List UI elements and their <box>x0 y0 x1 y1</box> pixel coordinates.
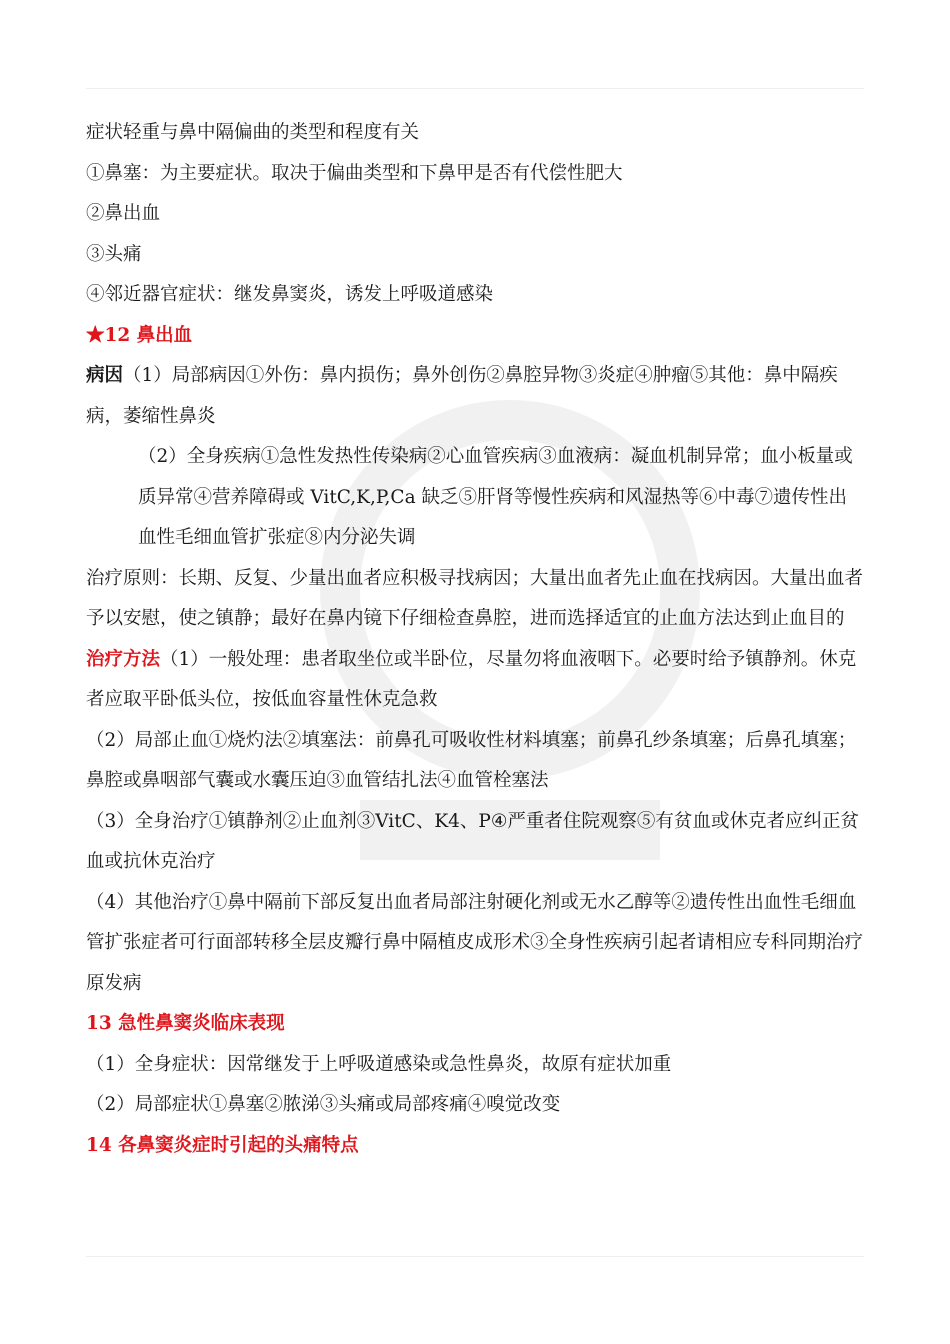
section-heading-14: 14 各鼻窦炎症时引起的头痛特点 <box>86 1134 359 1156</box>
method-2-paragraph: （2）局部止血①烧灼法②填塞法：前鼻孔可吸收性材料填塞；前鼻孔纱条填塞；后鼻孔填塞；鼻腔或鼻咽部气囊或水囊压迫③血管结扎法④血管栓塞法 <box>86 729 857 791</box>
method-3-paragraph: （3）全身治疗①镇静剂②止血剂③VitC、K4、P④严重者住院观察⑤有贫血或休克者应纠正贫血或抗休克治疗 <box>86 810 859 872</box>
section-heading-12: ★12 鼻出血 <box>86 324 193 346</box>
paragraph: 症状轻重与鼻中隔偏曲的类型和程度有关 <box>86 122 420 143</box>
paragraph: （1）全身症状：因常继发于上呼吸道感染或急性鼻炎，故原有症状加重 <box>86 1053 672 1075</box>
cause-label: 病因 <box>86 365 124 386</box>
cause-paragraph <box>86 356 864 437</box>
top-divider <box>86 88 864 89</box>
bottom-divider <box>86 1256 864 1257</box>
cause-local-text: （1）局部病因①外伤：鼻内损伤；鼻外创伤②鼻腔异物③炎症④肿瘤⑤其他：鼻中隔疾病，萎缩性鼻炎 <box>86 365 838 427</box>
method-label: 治疗方法 <box>86 648 161 670</box>
paragraph: ①鼻塞：为主要症状。取决于偏曲类型和下鼻甲是否有代偿性肥大 <box>86 162 623 184</box>
document-body <box>86 113 864 1166</box>
paragraph: ②鼻出血 <box>86 203 161 224</box>
section-heading-13: 13 急性鼻窦炎临床表现 <box>86 1013 285 1034</box>
cause-systemic-paragraph: （2）全身疾病①急性发热性传染病②心血管疾病③血液病：凝血机制异常；血小板量或质异常④营养障碍或 VitC,K,P,Ca 缺乏⑤肝肾等慢性疾病和风湿热等⑥中毒⑦遗传性出血性毛细血管扩张症⑧内分泌失调 <box>138 446 853 548</box>
paragraph: ③头痛 <box>86 243 142 265</box>
method-1-text: （1）一般处理：患者取坐位或半卧位，尽量勿将血液咽下。必要时给予镇静剂。休克者应取平卧低头位，按低血容量性休克急救 <box>86 648 857 710</box>
method-4-paragraph: （4）其他治疗①鼻中隔前下部反复出血者局部注射硬化剂或无水乙醇等②遗传性出血性毛细血管扩张症者可行面部转移全层皮瓣行鼻中隔植皮成形术③全身性疾病引起者请相应专科同期治疗原发病 <box>86 891 864 994</box>
paragraph: （2）局部症状①鼻塞②脓涕③头痛或局部疼痛④嗅觉改变 <box>86 1094 561 1115</box>
paragraph: ④邻近器官症状：继发鼻窦炎，诱发上呼吸道感染 <box>86 284 494 305</box>
principle-paragraph: 治疗原则：长期、反复、少量出血者应积极寻找病因；大量出血者先止血在找病因。大量出血者予以安慰，使之镇静；最好在鼻内镜下仔细检查鼻腔，进而选择适宜的止血方法达到止血目的 <box>86 567 864 629</box>
method-paragraph <box>86 640 864 721</box>
